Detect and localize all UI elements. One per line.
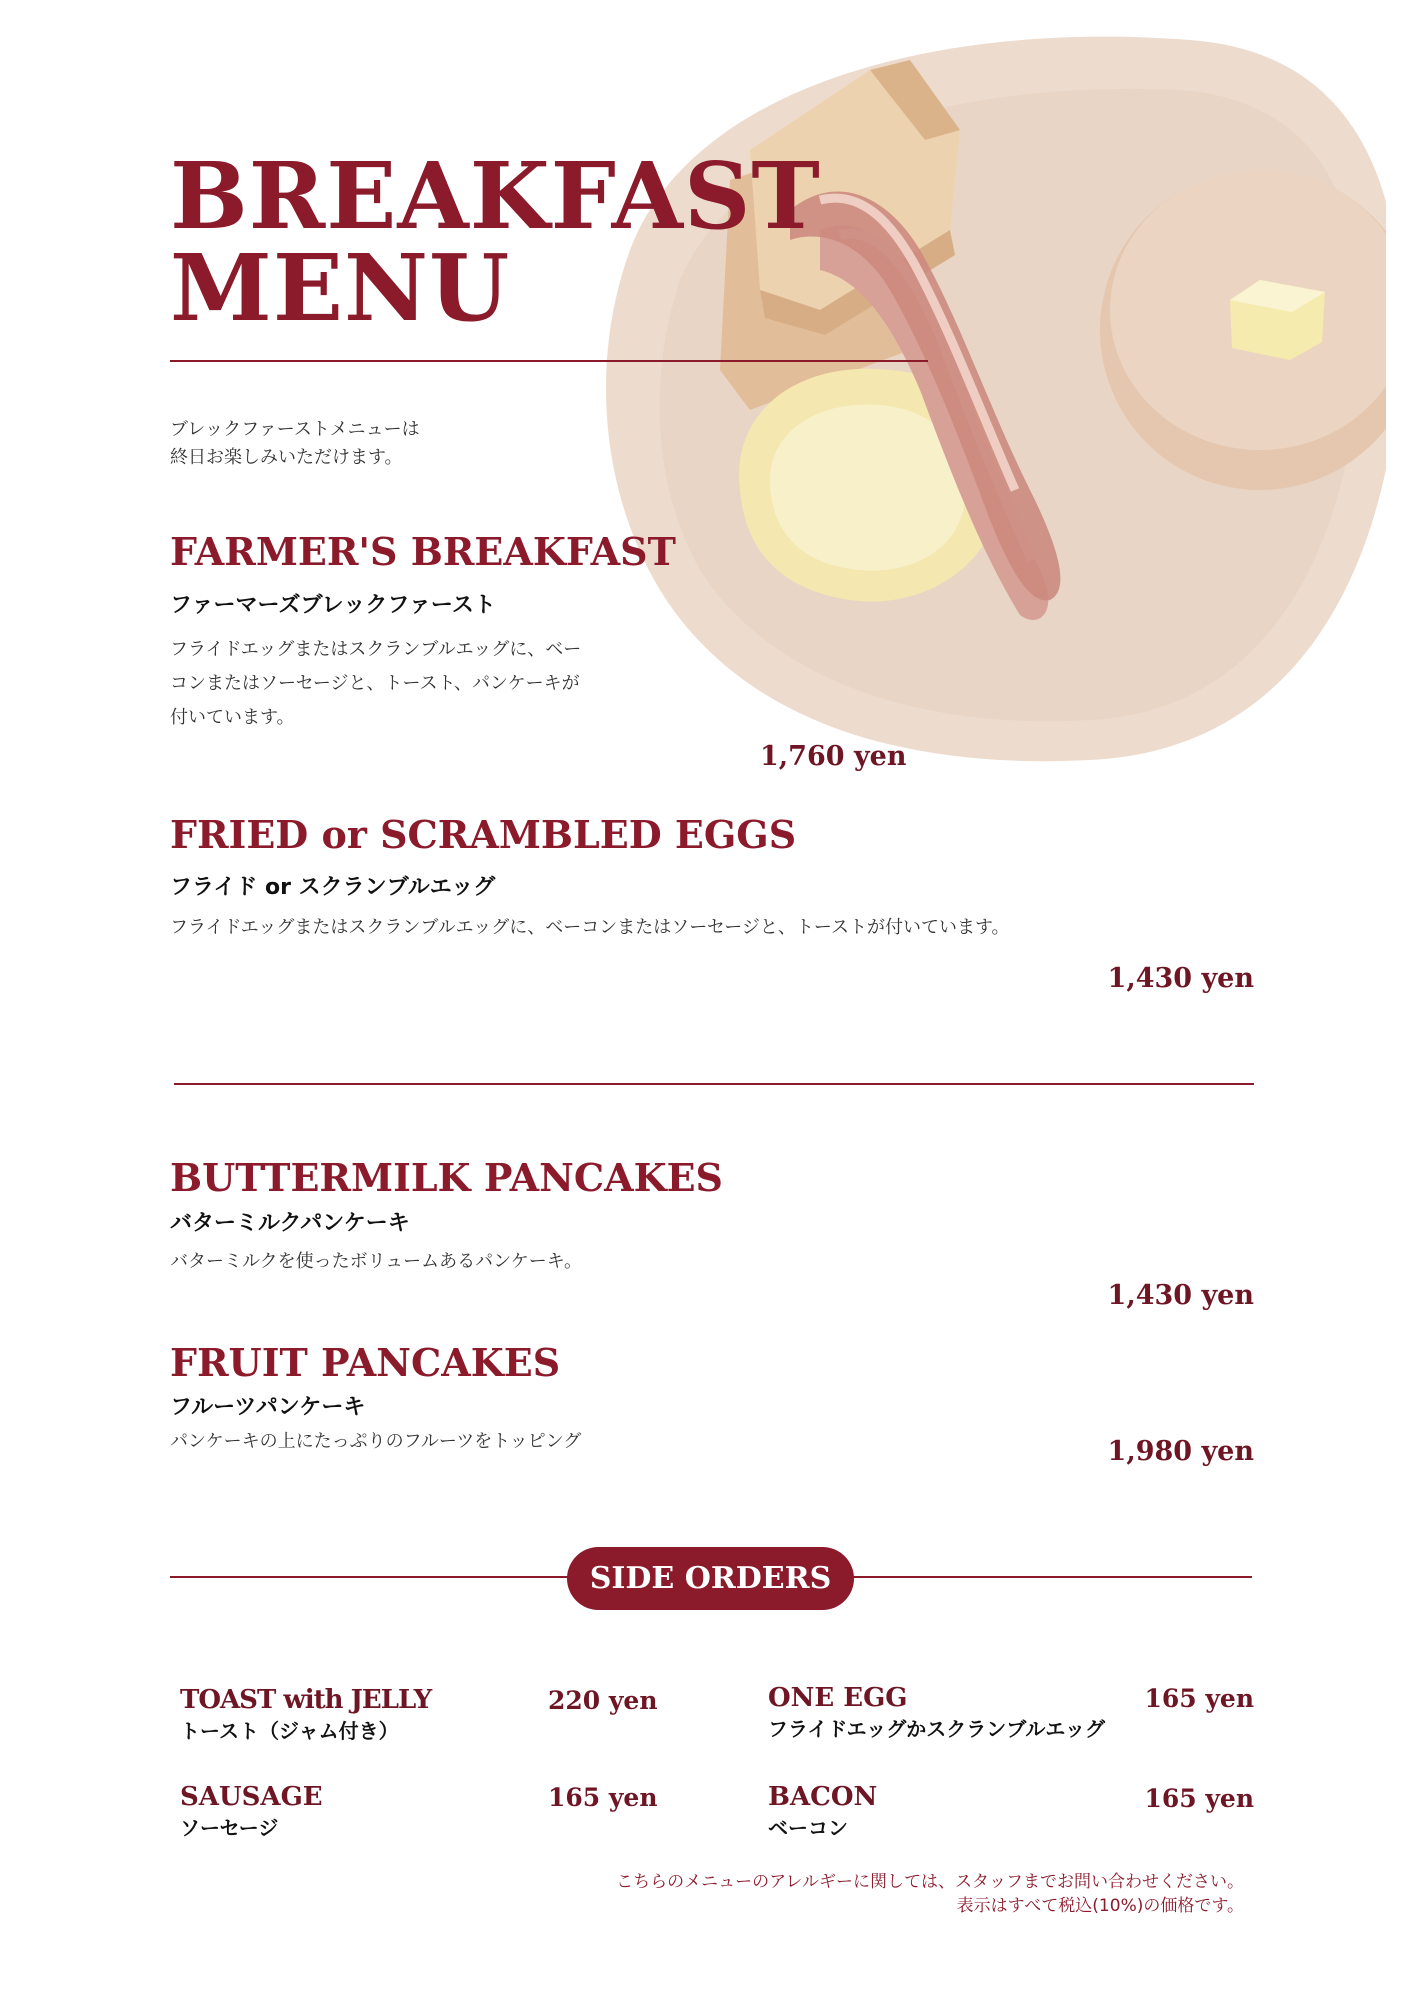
item-desc-fruit-pancakes: パンケーキの上にたっぷりのフルーツをトッピング — [170, 1431, 582, 1452]
menu-title — [170, 142, 821, 342]
desc-line: 付いています。 — [170, 707, 295, 728]
item-name-farmers-breakfast: FARMER'S BREAKFAST — [170, 529, 676, 574]
side-orders-heading: SIDE ORDERS — [567, 1547, 854, 1610]
side-jp-one-egg: フライドエッグかスクランブルエッグ — [768, 1717, 1105, 1741]
item-jp-fruit-pancakes: フルーツパンケーキ — [170, 1395, 366, 1420]
footnote-tax: 表示はすべて税込(10%)の価格です。 — [956, 1896, 1244, 1916]
side-price-toast-jelly: 220 yen — [548, 1686, 658, 1715]
menu-title-line1: BREAKFAST — [170, 142, 821, 250]
section-divider — [174, 1083, 1254, 1085]
menu-title-line2: MENU — [170, 234, 511, 342]
side-name-bacon: BACON — [768, 1782, 878, 1812]
item-jp-buttermilk-pancakes: バターミルクパンケーキ — [170, 1211, 410, 1236]
item-price-fruit-pancakes: 1,980 yen — [1107, 1436, 1254, 1467]
item-desc-farmers-breakfast — [170, 633, 581, 735]
side-name-sausage: SAUSAGE — [180, 1782, 323, 1812]
side-price-bacon: 165 yen — [1144, 1784, 1254, 1813]
side-jp-bacon: ベーコン — [768, 1816, 848, 1840]
desc-line: コンまたはソーセージと、トースト、パンケーキが — [170, 673, 580, 694]
footnote — [504, 1870, 1244, 1918]
desc-line: フライドエッグまたはスクランブルエッグに、ベー — [170, 639, 582, 660]
side-price-one-egg: 165 yen — [1144, 1684, 1254, 1713]
footnote-allergy: こちらのメニューのアレルギーに関しては、スタッフまでお問い合わせください。 — [616, 1872, 1244, 1892]
side-jp-toast-jelly: トースト（ジャム付き） — [180, 1719, 399, 1743]
item-price-buttermilk-pancakes: 1,430 yen — [1107, 1280, 1254, 1311]
intro-line2: 終日お楽しみいただけます。 — [170, 447, 403, 468]
item-name-buttermilk-pancakes: BUTTERMILK PANCAKES — [170, 1155, 724, 1200]
item-name-fruit-pancakes: FRUIT PANCAKES — [170, 1340, 561, 1385]
item-name-fried-scrambled-eggs: FRIED or SCRAMBLED EGGS — [170, 812, 797, 857]
item-jp-farmers-breakfast: ファーマーズブレックファースト — [170, 593, 496, 618]
item-jp-fried-scrambled-eggs: フライド or スクランブルエッグ — [170, 875, 496, 900]
side-name-toast-jelly: TOAST with JELLY — [180, 1685, 432, 1715]
item-desc-fried-scrambled-eggs: フライドエッグまたはスクランブルエッグに、ベーコンまたはソーセージと、トーストが付いています。 — [170, 917, 1010, 938]
title-divider — [170, 360, 928, 362]
breakfast-plate-illustration — [570, 30, 1390, 770]
intro-text — [170, 416, 420, 472]
side-jp-sausage: ソーセージ — [180, 1816, 279, 1840]
item-price-farmers-breakfast: 1,760 yen — [760, 741, 907, 772]
side-name-one-egg: ONE EGG — [768, 1683, 908, 1713]
side-price-sausage: 165 yen — [548, 1783, 658, 1812]
item-price-fried-scrambled-eggs: 1,430 yen — [1107, 963, 1254, 994]
intro-line1: ブレックファーストメニューは — [170, 419, 420, 440]
item-desc-buttermilk-pancakes: バターミルクを使ったボリュームあるパンケーキ。 — [170, 1251, 583, 1272]
